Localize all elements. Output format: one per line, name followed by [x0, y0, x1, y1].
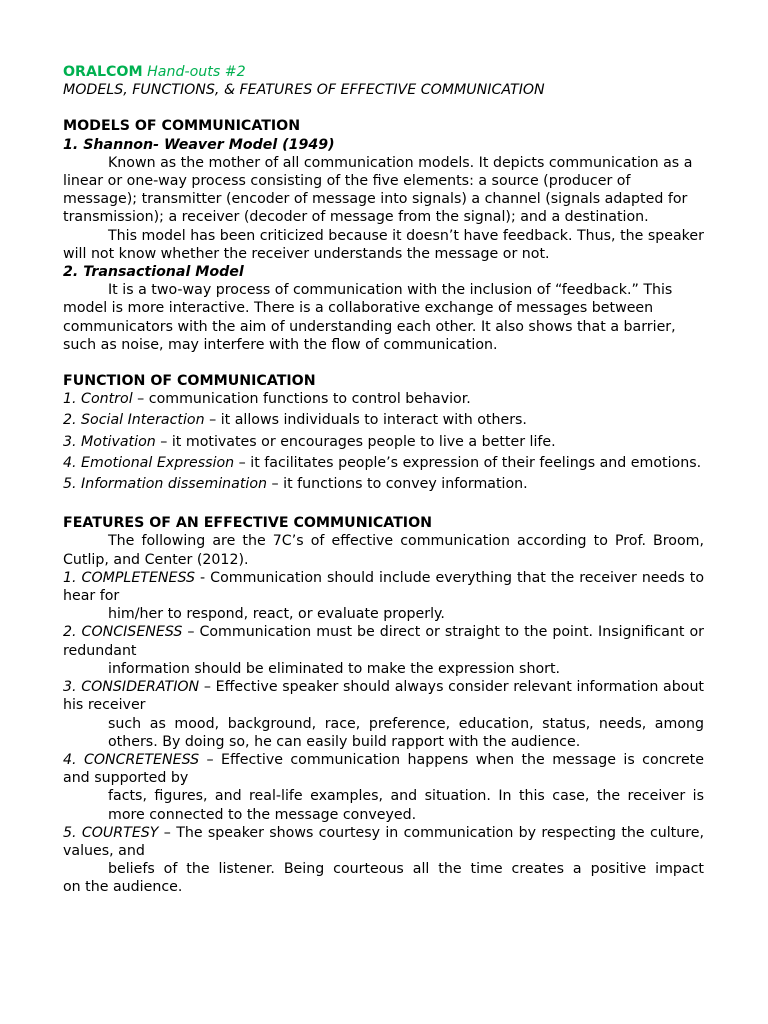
- spacer: [63, 496, 704, 514]
- feature-desc: - Communication should include everything that the receiver needs to hear for: [63, 569, 704, 605]
- feature-item: [63, 751, 704, 787]
- feature-item: [63, 623, 704, 659]
- function-desc: – it allows individuals to interact with others.: [204, 412, 527, 429]
- feature-item: [63, 678, 704, 714]
- function-item: [63, 411, 704, 429]
- feature-desc: – Communication must be direct or straight to the point. Insignificant or redundant: [63, 624, 704, 659]
- models-heading: MODELS OF COMMUNICATION: [63, 118, 301, 135]
- model-1-title: 1. Shannon- Weaver Model (1949): [63, 136, 335, 153]
- function-term: 2. Social Interaction: [63, 412, 205, 429]
- feature-item: [63, 824, 704, 860]
- function-item: [63, 390, 704, 408]
- function-term: 1. Control: [63, 391, 133, 408]
- model-1-paragraph-1: Known as the mother of all communication models. It depicts communication as a linear or one-way process consisting of the five elements: a source (producer of message); transmitter (encoder of message into signals) a channel (signals adapted for transmission); a receiver (decoder of message from the signal); and a destination.: [63, 154, 693, 226]
- function-item: [63, 454, 704, 472]
- feature-desc: – Effective communication happens when the message is concrete and supported by: [63, 751, 704, 787]
- function-desc: – it motivates or encourages people to live a better life.: [155, 433, 556, 450]
- function-item: [63, 475, 704, 493]
- function-desc: – it functions to convey information.: [267, 476, 528, 493]
- feature-continuation: facts, figures, and real-life examples, and situation. In this case, the receiver is more connected to the message conveyed.: [108, 788, 704, 823]
- model-2-paragraph-1: It is a two-way process of communication with the inclusion of “feedback.” This model is more interactive. There is a collaborative exchange of messages between communicators with the aim of understanding each other. It also shows that a barrier, such as noise, may interfere with the flow of communication.: [63, 282, 676, 353]
- spacer: [63, 99, 704, 117]
- feature-term: 5. COURTESY: [63, 824, 159, 841]
- function-item: [63, 433, 704, 451]
- functions-heading: FUNCTION OF COMMUNICATION: [63, 373, 316, 390]
- features-heading: FEATURES OF AN EFFECTIVE COMMUNICATION: [63, 515, 433, 532]
- feature-continuation: beliefs of the listener. Being courteous all the time creates a positive impact: [108, 861, 704, 878]
- function-term: 3. Motivation: [63, 433, 156, 450]
- handout-header: [63, 63, 704, 81]
- document-content: [63, 63, 704, 897]
- feature-continuation: him/her to respond, react, or evaluate properly.: [108, 606, 445, 623]
- function-term: 4. Emotional Expression: [63, 454, 235, 471]
- feature-continuation-end: on the audience.: [63, 879, 183, 896]
- model-2-title: 2. Transactional Model: [63, 264, 244, 281]
- feature-term: 4. CONCRETENESS: [63, 751, 200, 768]
- feature-term: 1. COMPLETENESS: [63, 569, 196, 586]
- function-desc: – it facilitates people’s expression of their feelings and emotions.: [234, 454, 702, 471]
- handout-number: Hand-outs #2: [147, 64, 246, 80]
- course-code: ORALCOM: [63, 64, 143, 80]
- feature-term: 3. CONSIDERATION: [63, 679, 200, 696]
- model-1-paragraph-2: This model has been criticized because it doesn’t have feedback. Thus, the speaker will not know whether the receiver understands the message or not.: [63, 227, 704, 262]
- feature-desc: – The speaker shows courtesy in communication by respecting the culture, values, and: [63, 824, 704, 859]
- function-desc: – communication functions to control behavior.: [132, 391, 471, 408]
- feature-continuation: such as mood, background, race, preference, education, status, needs, among others. By doing so, he can easily build rapport with the audience.: [108, 715, 704, 750]
- function-term: 5. Information dissemination: [63, 476, 268, 493]
- spacer: [63, 354, 704, 372]
- feature-term: 2. CONCISENESS: [63, 624, 183, 641]
- document-subtitle: MODELS, FUNCTIONS, & FEATURES OF EFFECTIVE COMMUNICATION: [63, 82, 545, 99]
- feature-item: [63, 569, 704, 605]
- features-intro: The following are the 7C’s of effective communication according to Prof. Broom, Cutlip, and Center (2012).: [63, 533, 704, 568]
- feature-desc: – Effective speaker should always consider relevant information about his receiver: [63, 679, 704, 714]
- feature-continuation: information should be eliminated to make the expression short.: [108, 660, 561, 677]
